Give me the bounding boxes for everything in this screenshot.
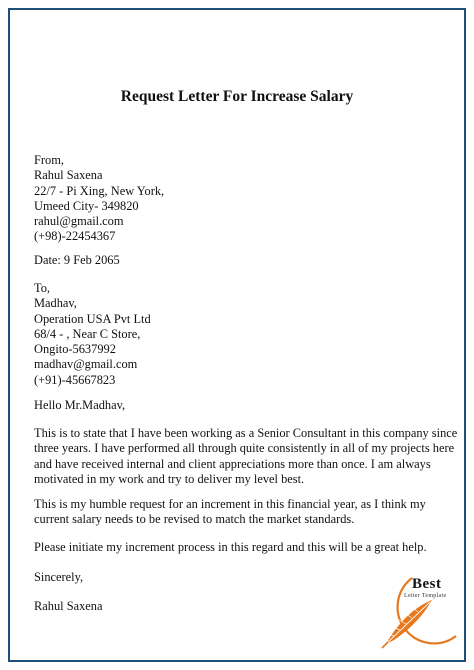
recipient-name: Madhav, [34, 296, 77, 311]
body-paragraph-3 [34, 540, 444, 555]
logo-tagline: Letter Template [404, 593, 447, 599]
recipient-address-line2: Ongito-5637992 [34, 342, 116, 357]
to-label: To, [34, 281, 50, 295]
paragraph-line: This is my humble request for an increment in this financial year, as I think my [34, 497, 426, 511]
letter-date: Date: 9 Feb 2065 [34, 253, 120, 267]
paragraph-line: Please initiate my increment process in this regard and this will be a great help. [34, 540, 427, 554]
paragraph-line: and have received internal and client appreciations more than once. I am always [34, 456, 431, 471]
recipient-email: madhav@gmail.com [34, 357, 138, 372]
salutation-line [34, 398, 444, 413]
from-label: From, [34, 153, 64, 167]
sender-email: rahul@gmail.com [34, 214, 124, 229]
recipient-block [34, 281, 444, 388]
sender-address-line2: Umeed City- 349820 [34, 198, 139, 213]
sender-block [34, 153, 444, 245]
sender-phone: (+98)-22454367 [34, 229, 116, 244]
paragraph-line: This is to state that I have been working as a Senior Consultant in this company since [34, 426, 458, 440]
salutation: Hello Mr.Madhav, [34, 398, 126, 412]
date-line [34, 253, 444, 268]
signature-name: Rahul Saxena [34, 599, 103, 613]
paragraph-line: three years. I have performed all through quite consistently in all of my projects here [34, 441, 455, 456]
logo-word: Best [412, 576, 442, 592]
paragraph-line: current salary needs to be revised to match the market standards. [34, 512, 355, 527]
sender-address-line1: 22/7 - Pi Xing, New York, [34, 183, 165, 198]
recipient-address-line1: 68/4 - , Near C Store, [34, 326, 141, 341]
paragraph-line: motivated in my work and try to deliver my level best. [34, 471, 305, 486]
feather-icon [382, 600, 432, 648]
recipient-phone: (+91)-45667823 [34, 372, 116, 387]
recipient-company: Operation USA Pvt Ltd [34, 311, 151, 326]
closing: Sincerely, [34, 570, 84, 584]
body-paragraph-2 [34, 497, 444, 528]
letter-title: Request Letter For Increase Salary [120, 88, 354, 105]
body-paragraph-1 [34, 426, 458, 487]
sender-name: Rahul Saxena [34, 168, 103, 183]
